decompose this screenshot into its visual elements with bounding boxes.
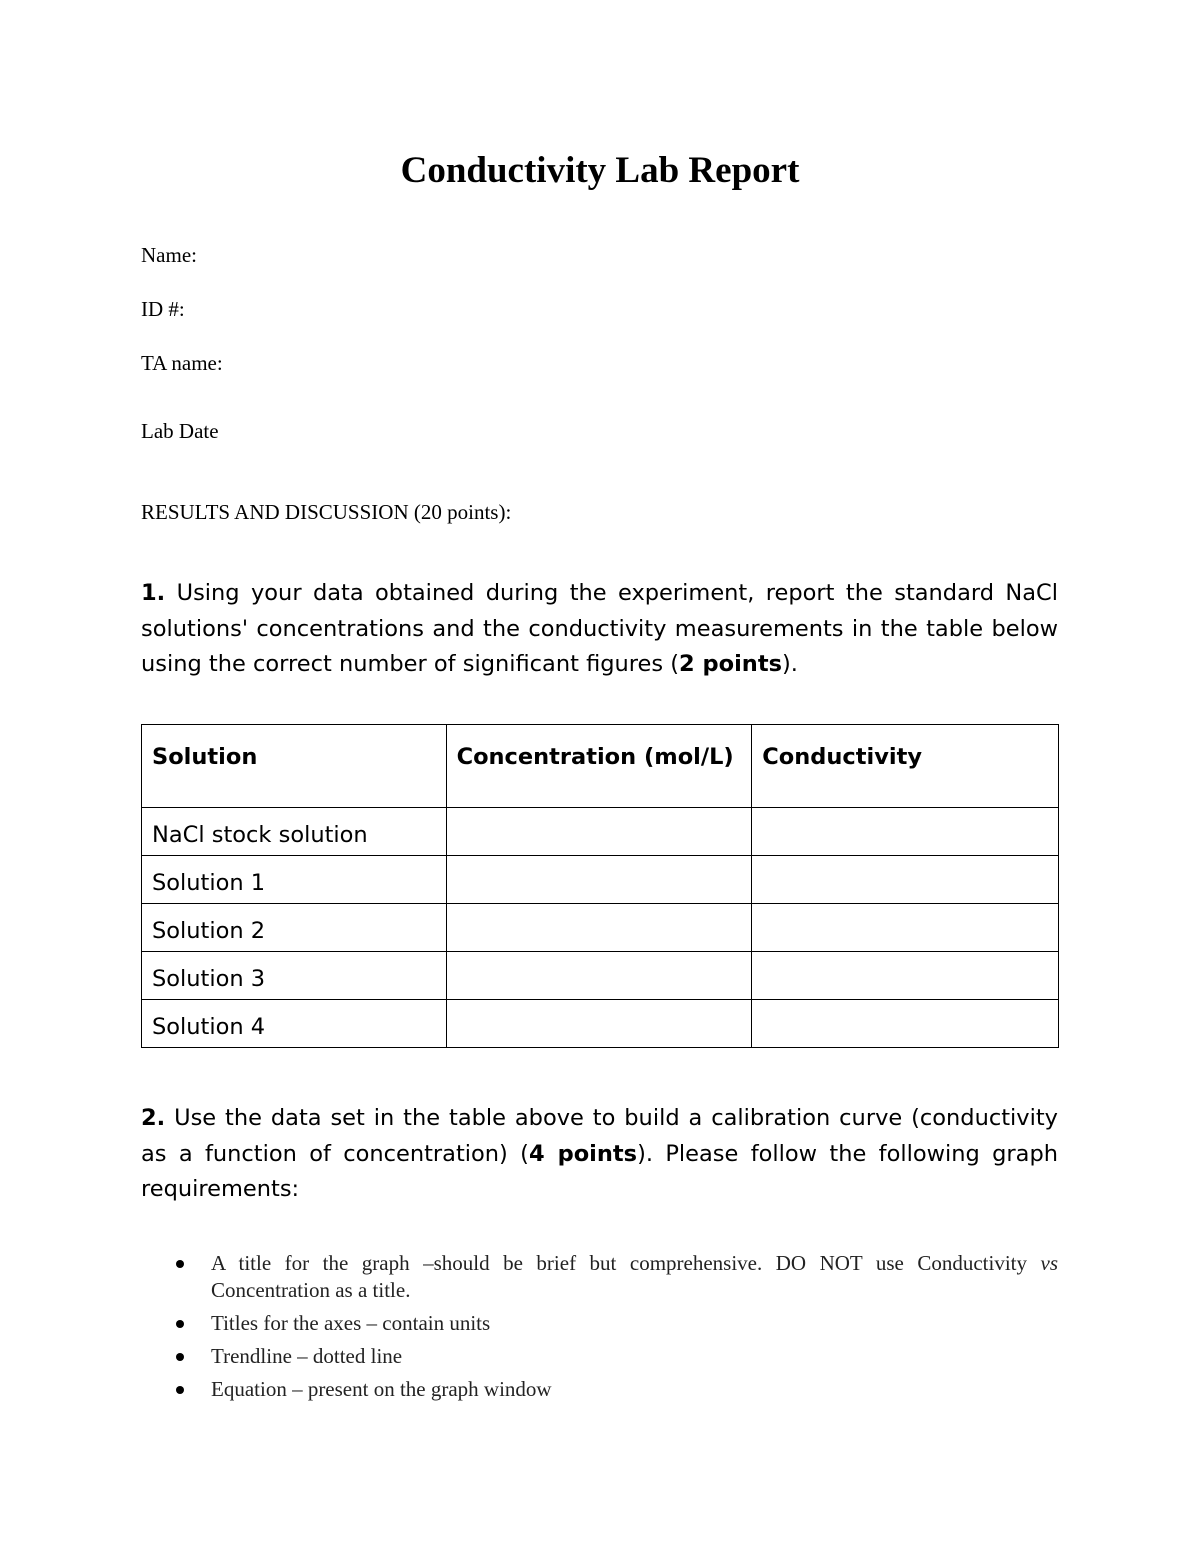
table-row [142, 1000, 1059, 1048]
question-2 [141, 1101, 1058, 1208]
requirement-equation-text: Equation – present on the graph window [211, 1377, 552, 1401]
bullet-icon [176, 1260, 184, 1268]
list-item [141, 1310, 1058, 1337]
concentration-cell[interactable] [446, 904, 752, 952]
id-field-label: ID #: [141, 297, 185, 321]
bullet-icon [176, 1320, 184, 1328]
concentration-cell[interactable] [446, 952, 752, 1000]
table-row [142, 808, 1059, 856]
header-solution: Solution [142, 725, 447, 808]
concentration-cell[interactable] [446, 1000, 752, 1048]
list-item [141, 1343, 1058, 1370]
question-2-number: 2. [141, 1105, 166, 1131]
conductivity-cell[interactable] [752, 856, 1059, 904]
conductivity-cell[interactable] [752, 1000, 1059, 1048]
ta-name-field-label: TA name: [141, 351, 223, 375]
graph-requirements-list [141, 1250, 1058, 1409]
bullet-icon [176, 1386, 184, 1394]
data-table [141, 724, 1059, 1048]
concentration-cell[interactable] [446, 808, 752, 856]
table-row [142, 856, 1059, 904]
header-concentration: Concentration (mol/L) [446, 725, 752, 808]
concentration-cell[interactable] [446, 856, 752, 904]
question-2-text-end: ). Please follow the following graph requirements: [141, 1140, 1058, 1202]
header-conductivity: Conductivity [752, 725, 1059, 808]
requirement-title-text-end: Concentration as a title. [211, 1278, 411, 1302]
row-solution-name: Solution 4 [142, 1000, 447, 1048]
table-row [142, 952, 1059, 1000]
question-1-text: Using your data obtained during the experiment, report the standard NaCl solutions' concentrations and the conductivity measurements in the table below using the correct number of significant figures ( [141, 580, 1058, 677]
requirement-title-text: A title for the graph –should be brief but comprehensive. DO NOT use Conductivity [211, 1251, 1041, 1275]
conductivity-cell[interactable] [752, 952, 1059, 1000]
requirement-trendline-text: Trendline – dotted line [211, 1344, 403, 1368]
row-solution-name: NaCl stock solution [142, 808, 447, 856]
row-solution-name: Solution 1 [142, 856, 447, 904]
section-heading: RESULTS AND DISCUSSION (20 points): [141, 500, 512, 524]
requirement-title-italic: vs [1040, 1251, 1058, 1275]
list-item [141, 1250, 1058, 1304]
list-item [141, 1376, 1058, 1403]
question-1-text-end: ). [781, 651, 798, 677]
question-1 [141, 576, 1058, 683]
lab-date-field-label: Lab Date [141, 419, 219, 443]
question-2-text: Use the data set in the table above to build a calibration curve (conductivity as a function of concentration) ( [141, 1105, 1058, 1167]
row-solution-name: Solution 3 [142, 952, 447, 1000]
conductivity-cell[interactable] [752, 904, 1059, 952]
table-header-row [142, 725, 1059, 808]
question-2-points: 4 points [528, 1140, 638, 1167]
page-title: Conductivity Lab Report [400, 150, 800, 191]
bullet-icon [176, 1353, 184, 1361]
question-1-number: 1. [141, 580, 166, 606]
question-1-points: 2 points [679, 651, 782, 677]
conductivity-cell[interactable] [752, 808, 1059, 856]
row-solution-name: Solution 2 [142, 904, 447, 952]
table-row [142, 904, 1059, 952]
requirement-axes-text: Titles for the axes – contain units [211, 1311, 491, 1335]
name-field-label: Name: [141, 243, 197, 267]
